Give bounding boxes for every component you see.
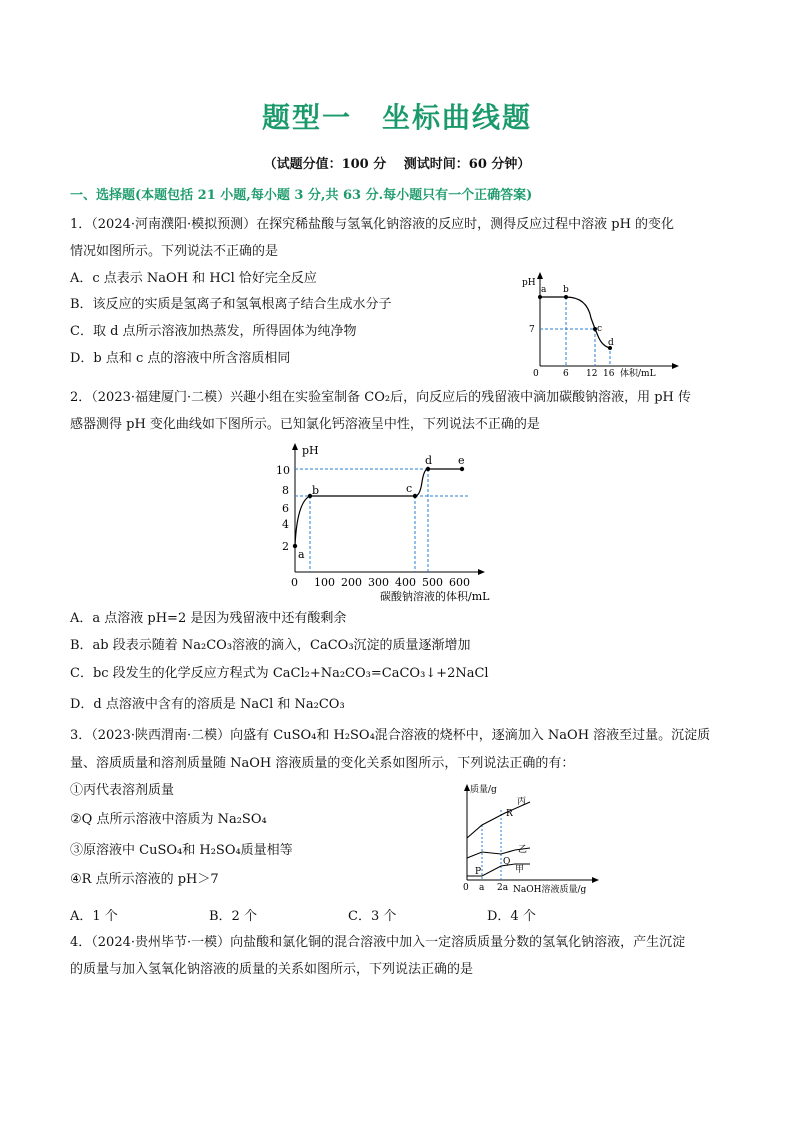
q1-option-c: C．取 d 点所示溶液加热蒸发，所得固体为纯净物 xyxy=(70,324,357,339)
q3-option-c: C．3 个 xyxy=(348,909,397,924)
q2-option-d: D．d 点溶液中含有的溶质是 NaCl 和 Na₂CO₃ xyxy=(70,697,345,712)
section-heading: 一、选择题(本题包括 21 小题,每小题 3 分,共 63 分.每小题只有一个正确答案) xyxy=(70,188,533,203)
q3-mass-graph xyxy=(455,780,605,898)
q2-option-b: B．ab 段表示随着 Na₂CO₃溶液的滴入，CaCO₃沉淀的质量逐渐增加 xyxy=(70,638,471,653)
q1-ytick-7: 7 xyxy=(529,325,535,335)
q1-option-b: B．该反应的实质是氢离子和氢氧根离子结合生成水分子 xyxy=(70,297,392,312)
q2-point-b: b xyxy=(312,484,320,497)
q2-point-d: d xyxy=(425,454,433,467)
q4-stem-line1: 4．（2024·贵州毕节·一模）向盐酸和氯化铜的混合溶液中加入一定溶质质量分数的氢氧化钠溶液，产生沉淀 xyxy=(70,935,686,950)
q3-point-q: Q xyxy=(503,857,511,867)
q3-point-p: P xyxy=(475,867,482,877)
q1-point-c: c xyxy=(597,324,603,334)
q2-xtick-400: 400 xyxy=(395,576,416,589)
q3-point-r: R xyxy=(506,809,513,819)
q2-xlabel: 碳酸钠溶液的体积/mL xyxy=(380,590,490,603)
q1-point-d: d xyxy=(608,338,614,348)
q3-ylabel: 质量/g xyxy=(470,785,497,795)
q3-stem-line2: 量、溶质质量和溶剂质量随 NaOH 溶液质量的变化关系如图所示，下列说法正确的有： xyxy=(70,756,575,771)
q3-origin: 0 xyxy=(463,883,469,893)
q3-series-yi: 乙 xyxy=(518,845,528,855)
q1-xtick-16: 16 xyxy=(603,369,615,379)
q2-option-c: C．bc 段发生的化学反应方程式为 CaCl₂+Na₂CO₃=CaCO₃↓+2NaCl xyxy=(70,666,489,681)
q2-stem-line2: 感器测得 pH 变化曲线如下图所示。已知氯化钙溶液呈中性，下列说法不正确的是 xyxy=(70,417,540,432)
q3-item-2: ②Q 点所示溶液中溶质为 Na₂SO₄ xyxy=(70,812,267,827)
q3-option-b: B．2 个 xyxy=(209,909,257,924)
q2-xtick-100: 100 xyxy=(314,576,335,589)
q3-xlabel: NaOH溶液质量/g xyxy=(513,885,587,895)
page-subtitle: （试题分值：100 分 测试时间：60 分钟） xyxy=(263,157,531,172)
q2-xtick-500: 500 xyxy=(422,576,443,589)
q2-ytick-4: 4 xyxy=(282,518,289,531)
q2-point-a: a xyxy=(298,548,305,561)
q2-ylabel: pH xyxy=(302,444,319,457)
q1-stem-line2: 情况如图所示。下列说法不正确的是 xyxy=(70,244,279,259)
q3-item-1: ①丙代表溶剂质量 xyxy=(70,783,175,798)
q1-xtick-6: 6 xyxy=(563,369,569,379)
q2-xtick-600: 600 xyxy=(449,576,470,589)
q3-item-4: ④R 点所示溶液的 pH＞7 xyxy=(70,872,219,887)
q3-xtick-a: a xyxy=(479,883,485,893)
q3-option-d: D．4 个 xyxy=(487,909,536,924)
q2-ph-graph xyxy=(270,440,510,610)
q3-series-bing: 丙 xyxy=(517,797,527,807)
q2-option-a: A．a 点溶液 pH=2 是因为残留液中还有酸剩余 xyxy=(70,611,347,626)
q2-ytick-2: 2 xyxy=(282,540,289,553)
page-title: 题型一 坐标曲线题 xyxy=(261,101,532,134)
q2-xtick-0: 0 xyxy=(291,576,298,589)
q1-point-b: b xyxy=(563,285,569,295)
q2-ytick-6: 6 xyxy=(282,502,289,515)
q3-item-3: ③原溶液中 CuSO₄和 H₂SO₄质量相等 xyxy=(70,843,293,858)
q2-ytick-10: 10 xyxy=(276,464,290,477)
q3-stem-line1: 3．（2023·陕西渭南·二模）向盛有 CuSO₄和 H₂SO₄混合溶液的烧杯中，逐滴加入 NaOH 溶液至过量。沉淀质 xyxy=(70,728,711,743)
q3-option-a: A．1 个 xyxy=(70,909,118,924)
q2-point-c: c xyxy=(406,482,413,495)
q2-stem-line1: 2．（2023·福建厦门·二模）兴趣小组在实验室制备 CO₂后，向反应后的残留液中滴加碳酸钠溶液，用 pH 传 xyxy=(70,390,691,405)
q2-point-e: e xyxy=(458,454,465,467)
q3-series-jia: 甲 xyxy=(515,865,525,875)
q1-stem-line1: 1．（2024·河南濮阳·模拟预测）在探究稀盐酸与氢氧化钠溶液的反应时，测得反应过程中溶液 pH 的变化 xyxy=(70,217,675,232)
q1-xtick-12: 12 xyxy=(586,369,598,379)
q2-xtick-300: 300 xyxy=(368,576,389,589)
q2-ytick-8: 8 xyxy=(282,484,289,497)
q1-xlabel: 体积/mL xyxy=(620,369,656,379)
q2-xtick-200: 200 xyxy=(341,576,362,589)
q3-xtick-2a: 2a xyxy=(497,883,509,893)
q1-point-a: a xyxy=(541,285,547,295)
q1-option-d: D．b 点和 c 点的溶液中所含溶质相同 xyxy=(70,351,291,366)
q1-option-a: A．c 点表示 NaOH 和 HCl 恰好完全反应 xyxy=(70,271,317,286)
q1-ylabel: pH xyxy=(522,278,536,288)
q1-ph-graph xyxy=(515,268,690,383)
q1-origin: 0 xyxy=(533,369,539,379)
q4-stem-line2: 的质量与加入氢氧化钠溶液的质量的关系如图所示，下列说法正确的是 xyxy=(70,962,474,977)
